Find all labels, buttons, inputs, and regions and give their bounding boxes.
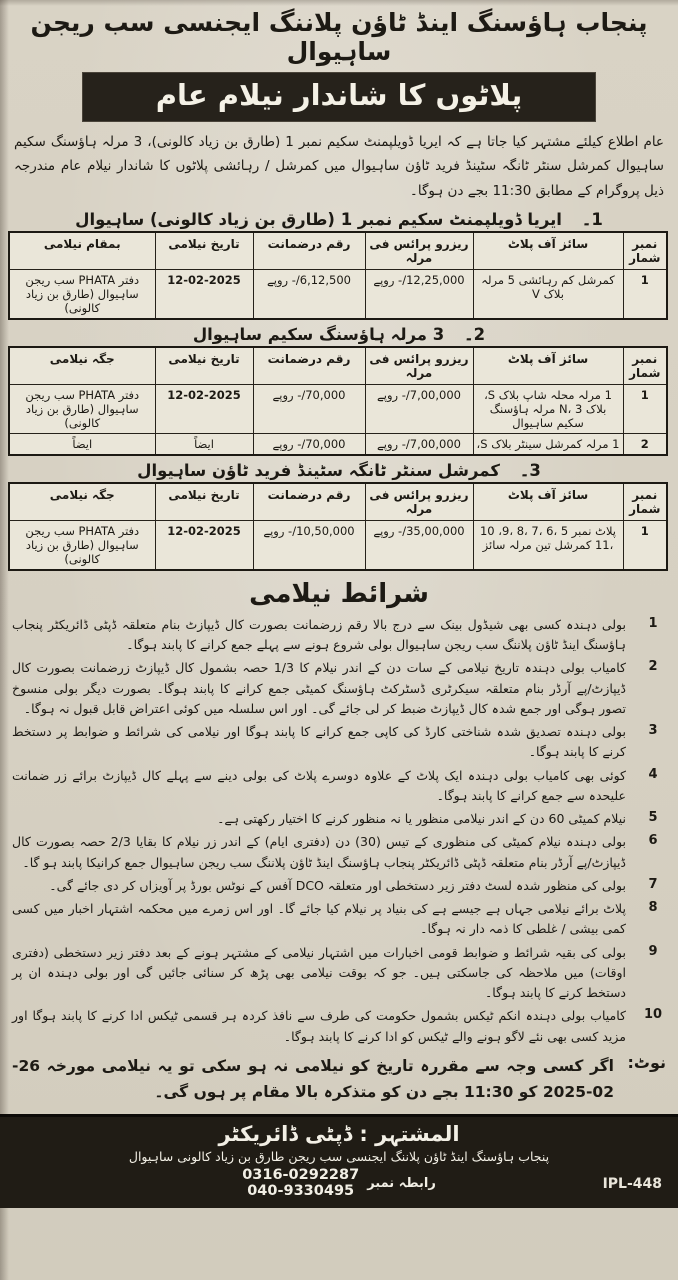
footer-organization: پنجاب ہاؤسنگ اینڈ ٹاؤن پلاننگ ایجنسی سب ریجن طارق بن زیاد کالونی ساہیوال <box>128 1148 550 1164</box>
term-text: بولی کی بقیہ شرائط و ضوابط قومی اخبارات میں اشتہار نیلامی کے مشتہر ہونے کے بعد دفتر زیر دستخطی (دفتری اوقات) میں ملاحظہ کی جاسکتی ہیں۔ جو کہ بوقت نیلامی بھی پڑھ کر سنائی جائیں گی اور بولی دہندہ ان پر دستخط کرنے کا پابند ہوگا۔ <box>12 944 626 1001</box>
phone-number-1: 0316-0292287 <box>242 1166 360 1183</box>
cell-auction-venue: ایضاً <box>9 433 155 455</box>
col-plot-size: سائز آف پلاٹ <box>473 483 623 521</box>
term-item-1 <box>12 615 666 656</box>
term-text: بولی کی منظور شدہ لسٹ دفتر زیر دستخطی اور متعلقہ DCO آفس کے نوٹس بورڈ پر آویزاں کر دی جائے گی۔ <box>49 877 626 893</box>
col-serial: نمبر شمار <box>623 347 667 385</box>
col-auction-venue: جگہ نیلامی <box>9 483 155 521</box>
cell-deposit: 70,000/- روپے <box>253 433 365 455</box>
col-deposit: رقم درضمانت <box>253 232 365 270</box>
section-1-title: ایریا ڈویلپمنٹ سکیم نمبر 1 (طارق بن زیاد کالونی) ساہیوال <box>75 209 562 229</box>
table-2-header-row <box>9 347 667 385</box>
table-row <box>9 269 667 319</box>
term-number: 6 <box>648 833 658 849</box>
term-text: بولی دہندہ تصدیق شدہ شناختی کارڈ کی کاپی جمع کرانے کا پابند ہوگا اور نیلامی کی شرائط و ضوابط پر دستخط کرنے کا پابند ہوگا۔ <box>12 724 626 760</box>
term-text: بولی دہندہ نیلام کمیٹی کی منظوری کے تیس (30) دن (دفتری ایام) کے اندر زر نیلام کا بقایا 2/3 حصہ بصورت کال ڈیپازٹ/پے آرڈر بنام متعلقہ ڈپٹی ڈائریکٹر پنجاب ہاؤسنگ اینڈ ٹاؤن پلاننگ سب ریجن ساہیوال جمع کرانیکا پابند ہو گا۔ <box>12 834 627 870</box>
section-2-number: 2۔ <box>464 324 486 344</box>
col-serial: نمبر شمار <box>623 483 667 521</box>
table-1-header-row <box>9 232 667 270</box>
cell-auction-date: 12-02-2025 <box>155 520 253 570</box>
cell-serial: 1 <box>623 269 667 319</box>
cell-auction-venue: دفتر PHATA سب ریجن ساہیوال (طارق بن زیاد کالونی) <box>9 384 155 433</box>
publisher-line: المشتہر : ڈپٹی ڈائریکٹر <box>218 1121 460 1146</box>
section-2-title: 3 مرلہ ہاؤسنگ سکیم ساہیوال <box>192 324 445 344</box>
table-row <box>9 384 667 433</box>
cell-deposit: 10,50,000/- روپے <box>253 520 365 570</box>
cell-reserve-price: 7,00,000/- روپے <box>365 384 473 433</box>
table-row <box>9 520 667 570</box>
term-item-2 <box>12 658 666 719</box>
col-plot-size: سائز آف پلاٹ <box>473 347 623 385</box>
cell-plot-size: پلاٹ نمبر 5 ،6 ،7 ،8 ،9، 10 ،11 کمرشل تین مرلہ سائز <box>473 520 623 570</box>
term-number: 3 <box>648 723 658 739</box>
terms-heading: شرائط نیلامی <box>249 578 429 609</box>
term-item-6 <box>12 832 666 873</box>
term-number: 8 <box>648 900 658 916</box>
phone-number-2: 040-9330495 <box>247 1183 355 1200</box>
note-text: اگر کسی وجہ سے مقررہ تاریخ کو نیلامی نہ ہو سکی تو یہ نیلامی مورخہ 26-02-2025 کو 11:30 بجے دن کو متذکرہ بالا مقام پر ہوں گی۔ <box>12 1056 614 1102</box>
section-1-number: 1۔ <box>581 209 603 229</box>
intro-paragraph: عام اطلاع کیلئے مشتہر کیا جاتا ہے کہ ایریا ڈویلپمنٹ سکیم نمبر 1 (طارق بن زیاد کالونی)، 3 مرلہ ہاؤسنگ سکیم ساہیوال کمرشل سنٹر ٹانگہ سٹینڈ فرید ٹاؤن ساہیوال میں کمرشل / رہائشی پلاٹوں کا شاندار نیلام عام مندرجہ ذیل پروگرام کے مطابق 11:30 بجے دن ہوگا۔ <box>14 134 664 199</box>
cell-auction-date: 12-02-2025 <box>155 384 253 433</box>
auction-table-1 <box>8 231 668 320</box>
term-item-10 <box>12 1006 666 1047</box>
col-auction-date: تاریخ نیلامی <box>155 483 253 521</box>
term-item-7 <box>12 876 666 896</box>
col-serial: نمبر شمار <box>623 232 667 270</box>
term-text: کوئی بھی کامیاب بولی دہندہ ایک پلاٹ کے علاوہ دوسرے پلاٹ کی بولی دینے سے پہلے کال ڈیپازٹ برائے زر ضمانت علیحدہ سے جمع کرانے کا پابند ہوگا۔ <box>12 767 626 803</box>
term-number: 2 <box>648 659 658 675</box>
col-plot-size: سائز آف پلاٹ <box>473 232 623 270</box>
section-2-heading <box>10 325 668 344</box>
term-text: کامیاب بولی دہندہ انکم ٹیکس بشمول حکومت کی طرف سے نافذ کردہ ہر قسمی ٹیکس ادا کرنے کا پابند ہوگا اور مزید کسی بھی نئے لاگو ہونے والے ٹیکس کو ادا کرنے کا پابند ہوگا۔ <box>12 1008 626 1044</box>
term-item-8 <box>12 899 666 940</box>
col-reserve-price: ریزرو پرائس فی مرلہ <box>365 232 473 270</box>
section-3-heading <box>10 461 668 480</box>
term-item-3 <box>12 722 666 763</box>
table-3-header-row <box>9 483 667 521</box>
term-item-5 <box>12 809 666 829</box>
cell-plot-size: 1 مرلہ محلہ شاپ بلاک S، بلاک N، 3 مرلہ ہاؤسنگ سکیم ساہیوال <box>473 384 623 433</box>
term-text: پلاٹ برائے نیلامی جہاں ہے جیسے ہے کی بنیاد پر نیلام کیا جائے گا۔ اور اس زمرے میں محکمہ اشتہار اخبار میں کسی کمی بیشی / غلطی کا ذمہ دار نہ ہوگا۔ <box>12 901 626 937</box>
term-text: نیلام کمیٹی 60 دن کے اندر نیلامی منظور یا نہ منظور کرنے کا اختیار رکھتی ہے۔ <box>217 811 626 827</box>
col-reserve-price: ریزرو پرائس فی مرلہ <box>365 347 473 385</box>
col-auction-venue: بمقام نیلامی <box>9 232 155 270</box>
term-item-9 <box>12 943 666 1004</box>
note-row <box>10 1053 668 1106</box>
term-number: 10 <box>643 1007 663 1023</box>
cell-reserve-price: 35,00,000/- روپے <box>365 520 473 570</box>
term-number: 7 <box>648 876 658 892</box>
term-number: 5 <box>648 810 658 826</box>
cell-plot-size: 1 مرلہ کمرشل سینٹر بلاک S، <box>473 433 623 455</box>
contact-row <box>10 1167 668 1200</box>
cell-reserve-price: 7,00,000/- روپے <box>365 433 473 455</box>
col-auction-date: تاریخ نیلامی <box>155 232 253 270</box>
cell-auction-date: ایضاً <box>155 433 253 455</box>
cell-serial: 1 <box>623 384 667 433</box>
cell-deposit: 6,12,500/- روپے <box>253 269 365 319</box>
cell-auction-venue: دفتر PHATA سب ریجن ساہیوال (طارق بن زیاد کالونی) <box>9 520 155 570</box>
col-reserve-price: ریزرو پرائس فی مرلہ <box>365 483 473 521</box>
ad-reference-code: IPL-448 <box>602 1175 662 1192</box>
col-deposit: رقم درضمانت <box>253 347 365 385</box>
auction-table-3 <box>8 482 668 571</box>
term-text: بولی دہندہ کسی بھی شیڈول بینک سے درج بالا رقم زرضمانت بصورت کال ڈیپازٹ بنام متعلقہ ڈپٹی ڈائریکٹر پنجاب ہاؤسنگ اینڈ ٹاؤن پلاننگ سب ریجن ساہیوال بولی شروع ہونے سے پہلے جمع کرانے کا پابند ہوگا۔ <box>12 616 626 653</box>
cell-auction-date: 12-02-2025 <box>155 269 253 319</box>
term-number: 1 <box>648 615 658 631</box>
cell-plot-size: کمرشل کم رہائشی 5 مرلہ بلاک V <box>473 269 623 319</box>
section-1-heading <box>10 210 668 229</box>
term-item-4 <box>12 766 666 807</box>
cell-serial: 1 <box>623 520 667 570</box>
auction-table-2 <box>8 346 668 456</box>
table-row <box>9 433 667 455</box>
col-auction-venue: جگہ نیلامی <box>9 347 155 385</box>
cell-deposit: 70,000/- روپے <box>253 384 365 433</box>
cell-reserve-price: 12,25,000/- روپے <box>365 269 473 319</box>
term-number: 9 <box>648 943 658 959</box>
cell-auction-venue: دفتر PHATA سب ریجن ساہیوال (طارق بن زیاد کالونی) <box>9 269 155 319</box>
cell-serial: 2 <box>623 433 667 455</box>
auction-banner: پلاٹوں کا شاندار نیلام عام <box>83 73 595 121</box>
term-text: کامیاب بولی دہندہ تاریخ نیلامی کے سات دن کے اندر نیلام کا 1/3 حصہ بشمول کال ڈیپازٹ زرضمانت بصورت کال ڈیپازٹ/پے آرڈر بنام متعلقہ سیکرٹری ڈسٹرکٹ ہاؤسنگ کمیٹی جمع کرانے کا پابند ہوگا۔ بصورت دیگر بولی منسوخ تصور ہوگی اور جمع شدہ کال ڈیپازٹ ضبط کر لی جائے گی۔ اور اس سلسلہ میں کوئی اعتراض قابل قبول نہ ہوگا۔ <box>12 660 626 716</box>
note-label: نوٹ: <box>627 1052 666 1072</box>
section-3-title: کمرشل سنٹر ٹانگہ سٹینڈ فرید ٹاؤن ساہیوال <box>137 460 500 480</box>
phone-numbers <box>242 1167 359 1200</box>
col-deposit: رقم درضمانت <box>253 483 365 521</box>
col-auction-date: تاریخ نیلامی <box>155 347 253 385</box>
terms-list <box>10 615 668 1047</box>
contact-label: رابطہ نمبر <box>367 1175 436 1191</box>
agency-title: پنجاب ہاؤسنگ اینڈ ٹاؤن پلاننگ ایجنسی سب ریجن ساہیوال <box>30 8 648 66</box>
term-number: 4 <box>648 766 658 782</box>
section-3-number: 3۔ <box>519 460 541 480</box>
footer-bar <box>0 1114 678 1208</box>
